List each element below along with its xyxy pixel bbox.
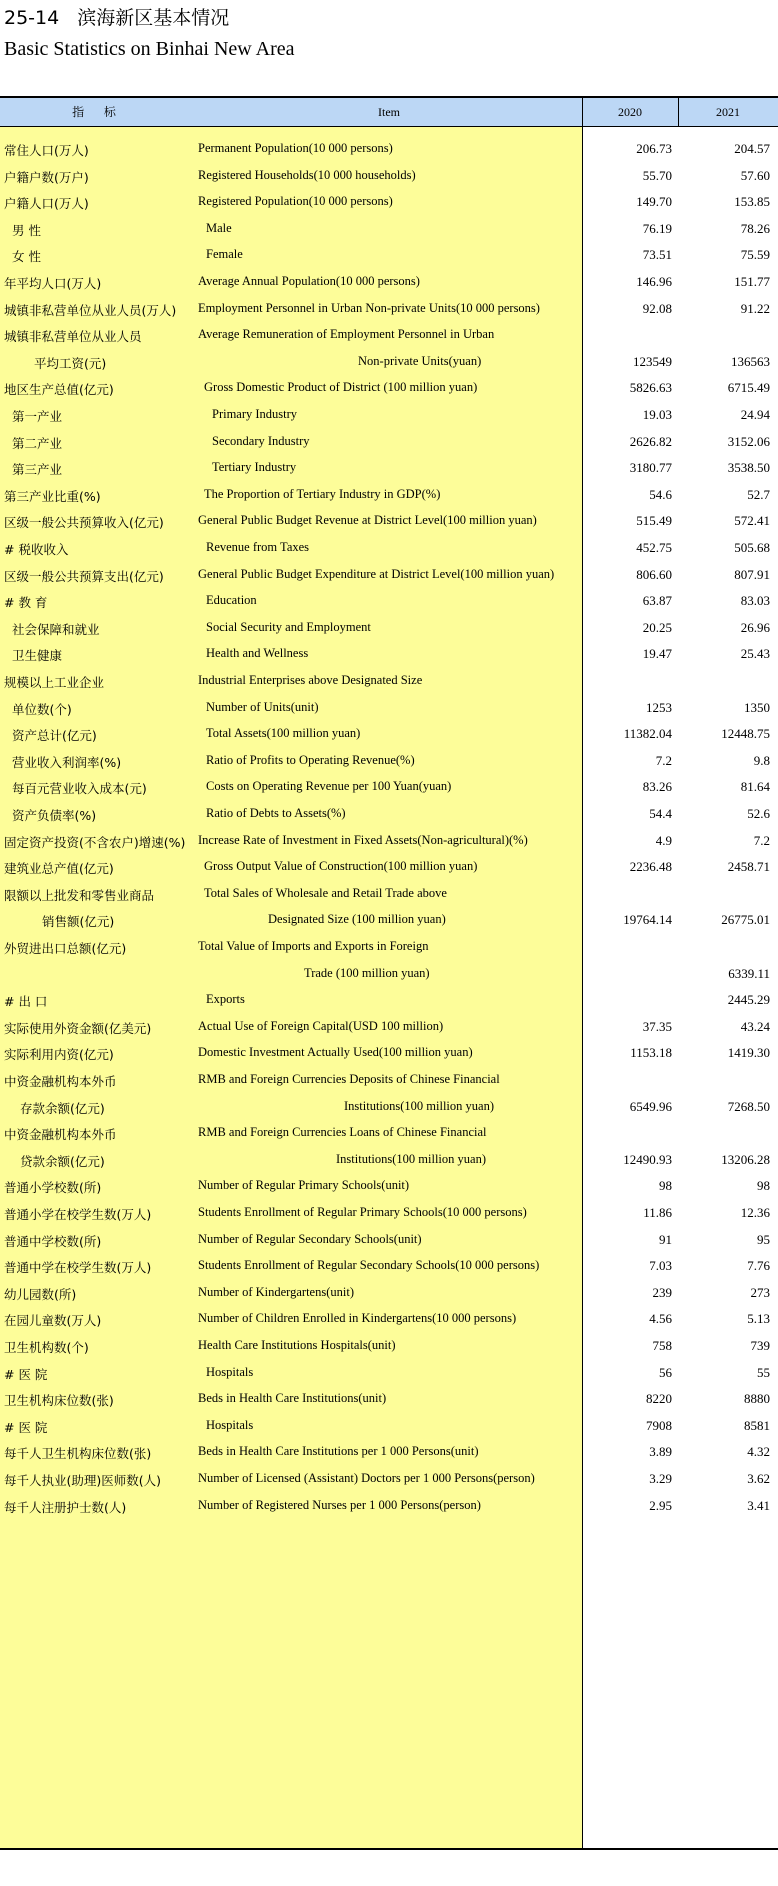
row-value-2020: 239 bbox=[652, 1284, 672, 1300]
row-value-2020: 98 bbox=[659, 1178, 672, 1194]
row-item-cn: 销售额(亿元) bbox=[42, 914, 115, 930]
table-row bbox=[0, 1043, 778, 1063]
row-value-2021: 3.62 bbox=[747, 1471, 770, 1486]
row-value-2021: 57.60 bbox=[740, 167, 770, 183]
header-year-2021: 2021 bbox=[716, 105, 740, 119]
row-value-2021: 4.32 bbox=[747, 1444, 770, 1460]
page-title-en: Basic Statistics on Binhai New Area bbox=[4, 38, 295, 60]
row-item-en: Students Enrollment of Regular Primary Schools(10 000 persons) bbox=[198, 1205, 527, 1219]
header-column-divider bbox=[678, 98, 679, 126]
table-header bbox=[0, 98, 778, 127]
row-item-en: Number of Registered Nurses per 1 000 Persons(person) bbox=[198, 1497, 481, 1512]
row-item-cn: 幼儿园数(所) bbox=[4, 1286, 77, 1302]
row-item-en: RMB and Foreign Currencies Loans of Chinese Financial bbox=[198, 1125, 487, 1140]
row-item-en: Costs on Operating Revenue per 100 Yuan(yuan) bbox=[206, 779, 452, 794]
row-item-cn: 第二产业 bbox=[12, 435, 63, 451]
row-value-2021: 273 bbox=[750, 1284, 770, 1300]
row-value-2021: 9.8 bbox=[753, 752, 770, 768]
row-value-2021: 6339.11 bbox=[728, 965, 770, 981]
row-item-cn: 每千人卫生机构床位数(张) bbox=[4, 1446, 152, 1462]
row-value-2020: 73.51 bbox=[642, 247, 672, 263]
table-row bbox=[0, 831, 778, 851]
table-row bbox=[0, 272, 778, 292]
row-item-cn: # 税收收入 bbox=[4, 542, 69, 557]
table-row bbox=[0, 777, 778, 797]
row-value-2021: 91.22 bbox=[740, 300, 770, 316]
row-value-2021: 7268.50 bbox=[727, 1098, 770, 1114]
row-item-en: Total Sales of Wholesale and Retail Trade above bbox=[204, 885, 447, 900]
table-row bbox=[0, 1150, 778, 1170]
row-value-2020: 3.89 bbox=[649, 1444, 672, 1460]
row-item-cn: # 教 育 bbox=[4, 595, 48, 611]
row-value-2021: 5.13 bbox=[747, 1311, 770, 1327]
row-value-2020: 806.60 bbox=[636, 566, 672, 582]
header-item-en: Item bbox=[378, 105, 400, 119]
row-item-en: Social Security and Employment bbox=[206, 619, 371, 634]
row-item-en: Students Enrollment of Regular Secondary Schools(10 000 persons) bbox=[198, 1258, 540, 1273]
row-item-en: General Public Budget Expenditure at District Level(100 million yuan) bbox=[198, 566, 555, 581]
row-value-2020: 515.49 bbox=[636, 513, 672, 529]
row-item-cn: # 医 院 bbox=[4, 1366, 48, 1382]
row-item-cn: 普通中学校数(所) bbox=[4, 1233, 102, 1249]
table-row bbox=[0, 458, 778, 478]
row-item-en: Health Care Institutions Hospitals(unit) bbox=[198, 1338, 396, 1352]
row-item-en: Number of Units(unit) bbox=[206, 699, 319, 714]
row-item-cn: 年平均人口(万人) bbox=[4, 276, 102, 291]
row-item-cn: 在园儿童数(万人) bbox=[4, 1313, 102, 1329]
row-value-2020: 3.29 bbox=[649, 1471, 672, 1486]
row-value-2021: 1419.30 bbox=[727, 1045, 770, 1061]
row-value-2021: 12.36 bbox=[740, 1205, 770, 1220]
header-item-cn: 指 标 bbox=[72, 105, 124, 119]
row-value-2020: 2236.48 bbox=[629, 859, 672, 875]
row-item-cn: 资产负债率(%) bbox=[12, 808, 97, 823]
row-value-2020: 6549.96 bbox=[629, 1098, 672, 1114]
table-row bbox=[0, 565, 778, 585]
table-row bbox=[0, 299, 778, 319]
row-value-2021: 43.24 bbox=[740, 1018, 770, 1034]
table-row bbox=[0, 352, 778, 372]
row-value-2020: 91 bbox=[659, 1231, 672, 1247]
page-title-cn bbox=[4, 6, 229, 30]
row-item-cn: 建筑业总产值(亿元) bbox=[4, 861, 114, 877]
row-item-en: Ratio of Debts to Assets(%) bbox=[206, 806, 346, 820]
row-item-en: Hospitals bbox=[206, 1417, 254, 1432]
row-item-en: Actual Use of Foreign Capital(USD 100 million) bbox=[198, 1018, 444, 1033]
row-value-2020: 37.35 bbox=[642, 1018, 672, 1034]
statistics-table bbox=[0, 96, 778, 1850]
table-row bbox=[0, 1230, 778, 1250]
row-value-2021: 153.85 bbox=[734, 194, 770, 210]
row-value-2020: 3180.77 bbox=[629, 460, 672, 476]
row-item-en: Increase Rate of Investment in Fixed Assets(Non-agricultural)(%) bbox=[198, 832, 528, 847]
row-value-2021: 3.41 bbox=[747, 1497, 770, 1513]
row-item-en: Health and Wellness bbox=[206, 646, 309, 661]
row-item-en: Non-private Units(yuan) bbox=[358, 353, 482, 368]
row-item-en: Number of Licensed (Assistant) Doctors per 1 000 Persons(person) bbox=[198, 1471, 535, 1485]
row-item-en: Institutions(100 million yuan) bbox=[336, 1151, 486, 1166]
row-item-cn: 普通小学在校学生数(万人) bbox=[4, 1207, 152, 1222]
row-value-2021: 24.94 bbox=[740, 407, 770, 422]
row-item-en: The Proportion of Tertiary Industry in GDP(%) bbox=[204, 486, 441, 501]
row-item-cn: 中资金融机构本外币 bbox=[4, 1074, 117, 1089]
row-item-cn: 中资金融机构本外币 bbox=[4, 1127, 117, 1143]
row-item-cn: 城镇非私营单位从业人员 bbox=[4, 329, 142, 345]
row-item-en: Number of Regular Primary Schools(unit) bbox=[198, 1178, 410, 1193]
row-value-2021: 12448.75 bbox=[721, 726, 770, 742]
table-row bbox=[0, 857, 778, 877]
table-number: 25-14 bbox=[4, 7, 60, 29]
table-row bbox=[0, 1017, 778, 1037]
row-item-cn: 平均工资(元) bbox=[34, 355, 107, 371]
row-item-en: Male bbox=[206, 220, 232, 235]
table-row bbox=[0, 1389, 778, 1409]
row-value-2020: 83.26 bbox=[642, 779, 672, 795]
table-row bbox=[0, 485, 778, 505]
table-row bbox=[0, 724, 778, 744]
table-row bbox=[0, 219, 778, 239]
row-value-2021: 151.77 bbox=[734, 274, 770, 289]
row-value-2020: 19764.14 bbox=[623, 912, 672, 928]
row-item-en: Exports bbox=[206, 992, 245, 1007]
row-item-cn: 区级一般公共预算收入(亿元) bbox=[4, 515, 164, 531]
row-value-2020: 206.73 bbox=[636, 141, 672, 156]
row-item-en: Trade (100 million yuan) bbox=[304, 965, 430, 980]
row-value-2020: 11382.04 bbox=[623, 726, 672, 742]
row-value-2021: 7.2 bbox=[753, 832, 770, 848]
row-item-en: Hospitals bbox=[206, 1364, 254, 1379]
row-item-en: Industrial Enterprises above Designated Size bbox=[198, 673, 423, 687]
row-item-en: General Public Budget Revenue at District Level(100 million yuan) bbox=[198, 513, 537, 528]
row-value-2021: 2458.71 bbox=[727, 859, 770, 875]
row-item-en: Number of Kindergartens(unit) bbox=[198, 1284, 354, 1299]
row-item-en: Beds in Health Care Institutions per 1 000 Persons(unit) bbox=[198, 1444, 479, 1459]
row-value-2021: 13206.28 bbox=[721, 1151, 770, 1167]
row-item-en: Domestic Investment Actually Used(100 million yuan) bbox=[198, 1045, 473, 1060]
row-value-2021: 6715.49 bbox=[727, 380, 770, 396]
row-item-cn: 存款余额(亿元) bbox=[20, 1100, 105, 1116]
row-value-2021: 3152.06 bbox=[727, 433, 770, 449]
row-item-cn: 卫生机构床位数(张) bbox=[4, 1393, 114, 1409]
table-row bbox=[0, 432, 778, 452]
row-value-2020: 76.19 bbox=[642, 220, 672, 236]
row-item-en: Ratio of Profits to Operating Revenue(%) bbox=[206, 752, 415, 767]
table-row bbox=[0, 1469, 778, 1489]
row-value-2020: 4.9 bbox=[655, 832, 672, 848]
row-item-en: Total Value of Imports and Exports in Foreign bbox=[198, 939, 429, 953]
table-row bbox=[0, 591, 778, 611]
row-item-cn: 固定资产投资(不含农户)增速(%) bbox=[4, 834, 186, 850]
row-item-cn: 区级一般公共预算支出(亿元) bbox=[4, 568, 164, 584]
table-row bbox=[0, 964, 778, 984]
row-item-cn: 地区生产总值(亿元) bbox=[4, 382, 114, 398]
row-value-2021: 572.41 bbox=[734, 513, 770, 529]
row-item-cn: 营业收入利润率(%) bbox=[12, 754, 122, 770]
row-item-cn: 外贸进出口总额(亿元) bbox=[4, 941, 127, 956]
table-row bbox=[0, 698, 778, 718]
row-item-cn: 普通中学在校学生数(万人) bbox=[4, 1260, 152, 1276]
row-value-2021: 26.96 bbox=[740, 619, 770, 635]
table-row bbox=[0, 1070, 778, 1090]
table-row bbox=[0, 1496, 778, 1516]
row-value-2021: 98 bbox=[757, 1178, 770, 1194]
row-item-cn: # 出 口 bbox=[4, 994, 48, 1010]
table-row bbox=[0, 1256, 778, 1276]
row-value-2020: 20.25 bbox=[642, 619, 672, 635]
table-row bbox=[0, 1309, 778, 1329]
table-row bbox=[0, 245, 778, 265]
row-value-2020: 7.03 bbox=[649, 1258, 672, 1274]
row-item-en: Gross Domestic Product of District (100 million yuan) bbox=[204, 380, 478, 395]
row-item-cn: 实际使用外资金额(亿美元) bbox=[4, 1020, 152, 1036]
row-value-2020: 12490.93 bbox=[623, 1151, 672, 1167]
row-item-cn: 第三产业 bbox=[12, 462, 63, 478]
row-value-2020: 1253 bbox=[646, 699, 672, 715]
table-row bbox=[0, 1097, 778, 1117]
table-row bbox=[0, 1283, 778, 1303]
row-value-2020: 54.4 bbox=[649, 806, 672, 821]
row-value-2020: 19.03 bbox=[642, 407, 672, 422]
table-row bbox=[0, 618, 778, 638]
row-item-en: Education bbox=[206, 593, 257, 608]
table-row bbox=[0, 139, 778, 159]
row-item-cn: 男 性 bbox=[12, 222, 41, 238]
row-value-2021: 204.57 bbox=[734, 141, 770, 156]
row-value-2020: 54.6 bbox=[649, 486, 672, 502]
row-value-2020: 146.96 bbox=[636, 274, 672, 289]
table-row bbox=[0, 804, 778, 824]
table-bottom-rule bbox=[0, 1848, 778, 1850]
row-value-2020: 758 bbox=[652, 1338, 672, 1353]
row-item-cn: 每百元营业收入成本(元) bbox=[12, 781, 147, 797]
row-value-2021: 505.68 bbox=[734, 540, 770, 555]
row-item-cn: 资产总计(亿元) bbox=[12, 728, 97, 744]
table-row bbox=[0, 1123, 778, 1143]
row-item-en: Secondary Industry bbox=[212, 433, 310, 448]
row-value-2021: 739 bbox=[750, 1338, 770, 1353]
row-item-cn: 常住人口(万人) bbox=[4, 143, 89, 158]
table-row bbox=[0, 538, 778, 558]
table-row bbox=[0, 910, 778, 930]
row-value-2020: 92.08 bbox=[642, 300, 672, 316]
row-item-cn: 实际利用内资(亿元) bbox=[4, 1047, 114, 1063]
row-value-2020: 452.75 bbox=[636, 540, 672, 555]
row-value-2020: 7.2 bbox=[655, 752, 672, 768]
table-row bbox=[0, 990, 778, 1010]
row-item-en: Average Annual Population(10 000 persons) bbox=[198, 274, 420, 288]
row-value-2020: 8220 bbox=[646, 1391, 672, 1407]
row-value-2020: 11.86 bbox=[643, 1205, 672, 1220]
row-value-2021: 3538.50 bbox=[727, 460, 770, 476]
table-row bbox=[0, 1336, 778, 1356]
row-item-cn: 每千人注册护士数(人) bbox=[4, 1499, 127, 1515]
row-value-2021: 52.7 bbox=[747, 486, 770, 502]
row-value-2021: 78.26 bbox=[740, 220, 770, 236]
row-item-cn: 每千人执业(助理)医师数(人) bbox=[4, 1473, 162, 1488]
title-cn-text: 滨海新区基本情况 bbox=[77, 7, 230, 29]
row-item-cn: 限额以上批发和零售业商品 bbox=[4, 887, 155, 903]
header-year-2020: 2020 bbox=[618, 105, 642, 119]
row-item-cn: 卫生健康 bbox=[12, 648, 63, 664]
row-item-en: Designated Size (100 million yuan) bbox=[268, 912, 446, 927]
row-item-en: Beds in Health Care Institutions(unit) bbox=[198, 1391, 387, 1406]
row-value-2020: 123549 bbox=[633, 353, 672, 369]
table-row bbox=[0, 1176, 778, 1196]
row-value-2020: 63.87 bbox=[642, 593, 672, 609]
row-item-en: Institutions(100 million yuan) bbox=[344, 1098, 494, 1113]
row-value-2020: 19.47 bbox=[642, 646, 672, 662]
row-item-en: Gross Output Value of Construction(100 million yuan) bbox=[204, 859, 478, 874]
row-value-2020: 2626.82 bbox=[629, 433, 672, 449]
row-item-cn: 社会保障和就业 bbox=[12, 621, 100, 637]
table-row bbox=[0, 884, 778, 904]
row-item-cn: 卫生机构数(个) bbox=[4, 1340, 89, 1355]
row-item-en: Number of Children Enrolled in Kindergartens(10 000 persons) bbox=[198, 1311, 517, 1326]
row-value-2020: 149.70 bbox=[636, 194, 672, 210]
row-item-cn: 户籍户数(万户) bbox=[4, 169, 89, 185]
row-value-2021: 95 bbox=[757, 1231, 770, 1247]
row-value-2020: 55.70 bbox=[642, 167, 672, 183]
row-item-cn: # 医 院 bbox=[4, 1419, 48, 1435]
row-value-2021: 55 bbox=[757, 1364, 770, 1380]
row-value-2021: 2445.29 bbox=[727, 992, 770, 1008]
row-value-2021: 1350 bbox=[744, 699, 770, 715]
table-row bbox=[0, 325, 778, 345]
row-value-2021: 81.64 bbox=[740, 779, 770, 795]
row-item-en: Permanent Population(10 000 persons) bbox=[198, 141, 393, 155]
row-item-cn: 贷款余额(亿元) bbox=[20, 1153, 105, 1169]
row-item-cn: 单位数(个) bbox=[12, 701, 72, 717]
row-value-2021: 807.91 bbox=[734, 566, 770, 582]
row-value-2020: 2.95 bbox=[649, 1497, 672, 1513]
table-row bbox=[0, 1363, 778, 1383]
row-value-2020: 4.56 bbox=[649, 1311, 672, 1327]
table-row bbox=[0, 751, 778, 771]
row-value-2020: 1153.18 bbox=[630, 1045, 672, 1061]
row-value-2021: 7.76 bbox=[747, 1258, 770, 1274]
row-item-en: Employment Personnel in Urban Non-private Units(10 000 persons) bbox=[198, 300, 540, 315]
row-value-2021: 8880 bbox=[744, 1391, 770, 1407]
row-item-cn: 普通小学校数(所) bbox=[4, 1180, 102, 1196]
row-item-en: Female bbox=[206, 247, 243, 262]
table-row bbox=[0, 671, 778, 691]
table-row bbox=[0, 511, 778, 531]
table-row bbox=[0, 405, 778, 425]
row-item-cn: 户籍人口(万人) bbox=[4, 196, 89, 212]
row-item-en: Total Assets(100 million yuan) bbox=[206, 726, 361, 741]
table-row bbox=[0, 1203, 778, 1223]
row-item-en: Tertiary Industry bbox=[212, 460, 297, 475]
table-row bbox=[0, 1442, 778, 1462]
table-row bbox=[0, 378, 778, 398]
row-value-2020: 5826.63 bbox=[629, 380, 672, 396]
row-item-cn: 第三产业比重(%) bbox=[4, 488, 101, 504]
row-item-cn: 女 性 bbox=[12, 249, 41, 265]
table-row bbox=[0, 192, 778, 212]
row-value-2021: 8581 bbox=[744, 1417, 770, 1433]
row-item-cn: 第一产业 bbox=[12, 409, 63, 424]
row-value-2021: 83.03 bbox=[740, 593, 770, 609]
row-value-2021: 136563 bbox=[731, 353, 770, 369]
row-value-2021: 25.43 bbox=[740, 646, 770, 662]
table-row bbox=[0, 1416, 778, 1436]
row-value-2021: 26775.01 bbox=[721, 912, 770, 928]
row-item-en: Average Remuneration of Employment Personnel in Urban bbox=[198, 327, 495, 342]
row-value-2021: 75.59 bbox=[740, 247, 770, 263]
row-item-en: RMB and Foreign Currencies Deposits of Chinese Financial bbox=[198, 1072, 500, 1086]
table-row bbox=[0, 937, 778, 957]
row-item-en: Number of Regular Secondary Schools(unit) bbox=[198, 1231, 422, 1246]
row-item-cn: 规模以上工业企业 bbox=[4, 675, 105, 690]
row-item-cn: 城镇非私营单位从业人员(万人) bbox=[4, 302, 177, 318]
table-row bbox=[0, 166, 778, 186]
row-item-en: Registered Population(10 000 persons) bbox=[198, 194, 393, 209]
row-item-en: Primary Industry bbox=[212, 407, 298, 421]
row-value-2021: 52.6 bbox=[747, 806, 770, 821]
row-item-en: Registered Households(10 000 households) bbox=[198, 167, 416, 182]
row-value-2020: 7908 bbox=[646, 1417, 672, 1433]
row-value-2020: 56 bbox=[659, 1364, 672, 1380]
table-row bbox=[0, 644, 778, 664]
row-item-en: Revenue from Taxes bbox=[206, 540, 310, 554]
